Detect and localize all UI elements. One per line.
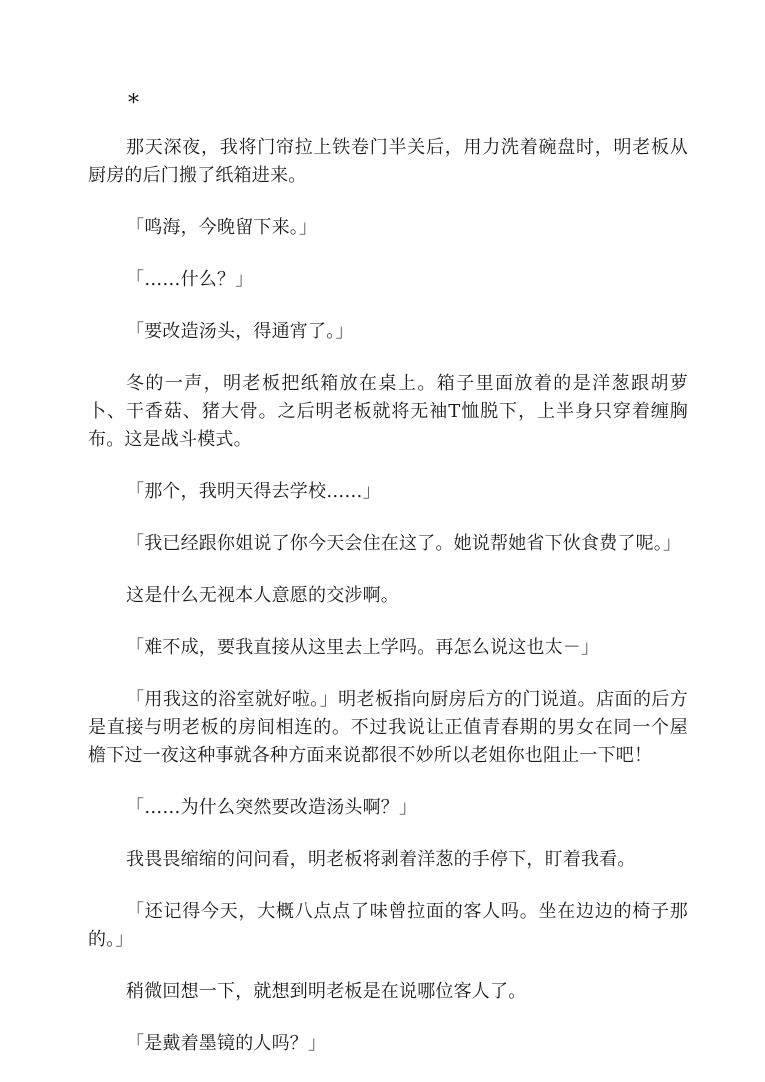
paragraph: 那天深夜，我将门帘拉上铁卷门半关后，用力洗着碗盘时，明老板从厨房的后门搬了纸箱进来。 — [88, 137, 688, 186]
paragraph: 「……为什么突然要改造汤头啊？」 — [126, 797, 418, 818]
paragraph: 「用我这的浴室就好啦。」明老板指向厨房后方的门说道。店面的后方是直接与明老板的房间相连的。不过我说让正值青春期的男女在同一个屋檐下过一夜这种事就各种方面来说都很不妙所以老姐你也阻止一下吧！ — [88, 689, 688, 766]
paragraph: 我畏畏缩缩的问问看，明老板将剥着洋葱的手停下，盯着我看。 — [126, 849, 636, 870]
document-page — [88, 92, 688, 1082]
paragraph: 「鸣海，今晚留下来。」 — [126, 217, 318, 238]
paragraph: 「我已经跟你姐说了你今天会住在这了。她说帮她省下伙食费了呢。」 — [126, 533, 682, 554]
section-separator: * — [128, 91, 139, 116]
paragraph: 「要改造汤头，得通宵了。」 — [126, 321, 354, 342]
paragraph: 这是什么无视本人意愿的交涉啊。 — [126, 585, 399, 606]
paragraph: 稍微回想一下，就想到明老板是在说哪位客人了。 — [126, 981, 527, 1002]
paragraph: 「那个，我明天得去学校……」 — [126, 481, 381, 502]
paragraph: 「是戴着墨镜的人吗？」 — [126, 1033, 327, 1054]
paragraph: 冬的一声，明老板把纸箱放在桌上。箱子里面放着的是洋葱跟胡萝卜、干香菇、猪大骨。之后明老板就将无袖T恤脱下，上半身只穿着缠胸布。这是战斗模式。 — [88, 373, 688, 450]
paragraph: 「……什么？」 — [126, 269, 254, 290]
paragraph: 「难不成，要我直接从这里去上学吗。再怎么说这也太－」 — [126, 637, 600, 658]
paragraph: 「还记得今天，大概八点点了味曾拉面的客人吗。坐在边边的椅子那的。」 — [88, 901, 688, 950]
